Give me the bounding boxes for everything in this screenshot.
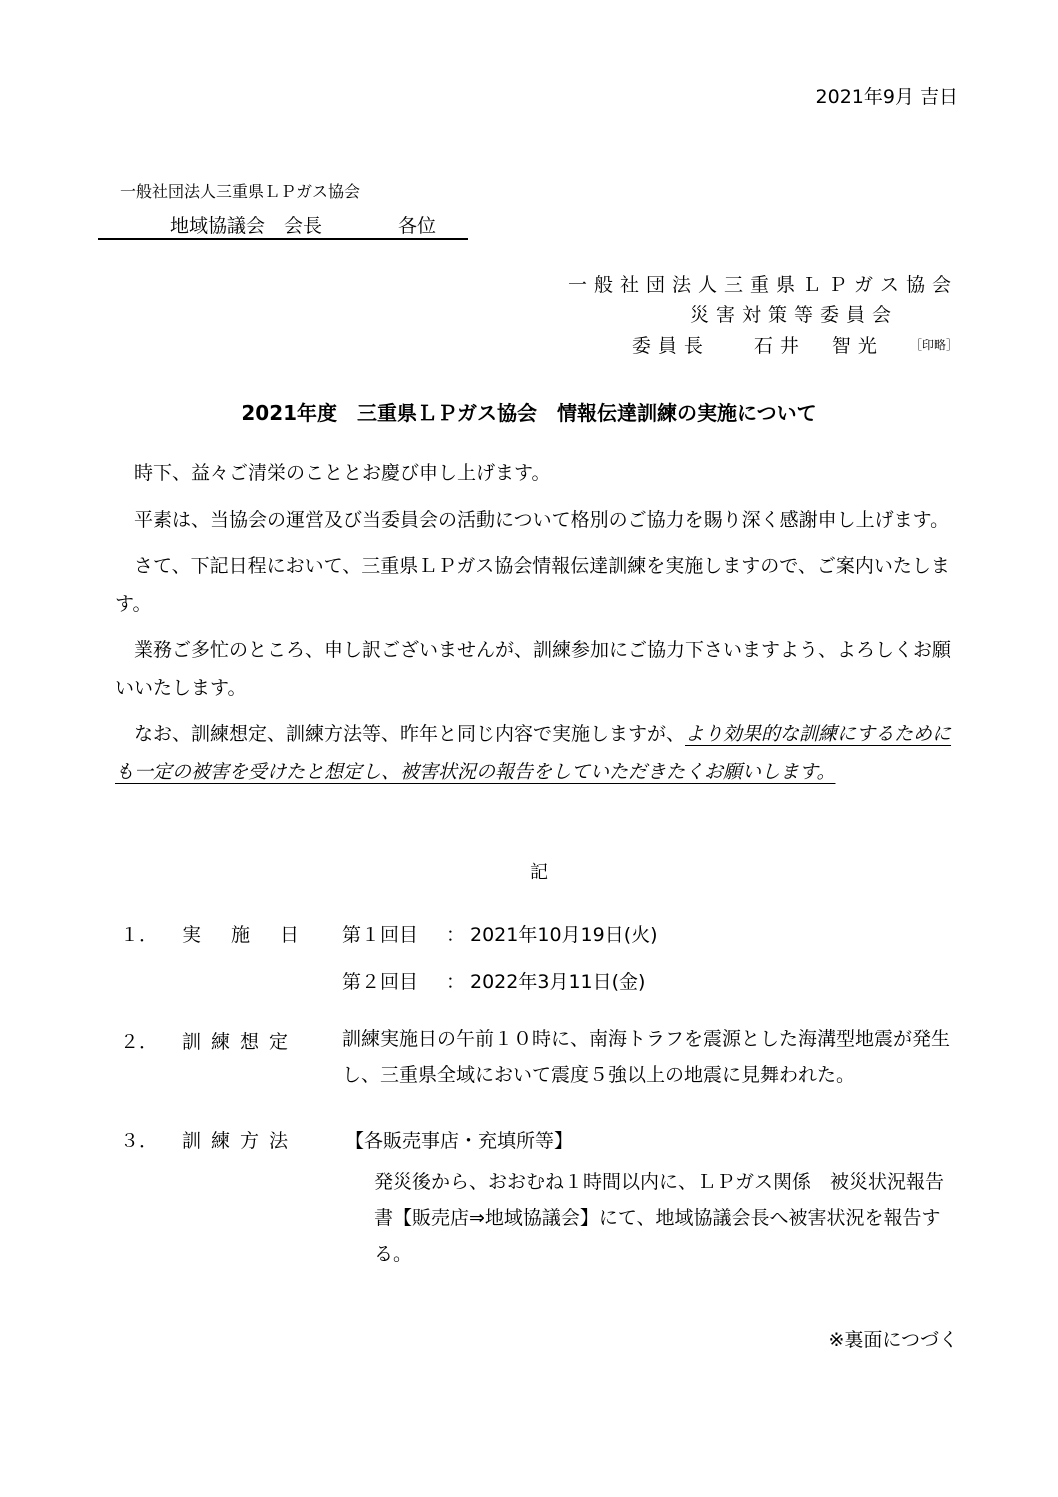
round-2-separator: ： [446, 971, 466, 993]
round-2-label: 第２回目 [342, 971, 419, 993]
sender-chair-role: 委員長 [631, 335, 710, 357]
round-1-separator: ： [446, 924, 466, 946]
round-1-date: 2021年10月19日(火) [470, 924, 658, 946]
letter-date: 2021年9月 吉日 [815, 86, 958, 108]
document-title: 2021年度 三重県ＬＰガス協会 情報伝達訓練の実施について [241, 401, 817, 425]
round-1-label: 第１回目 [342, 924, 419, 946]
body-paragraph: 業務ご多忙のところ、申し訳ございませんが、訓練参加にご協力下さいますよう、よろしくお願いいたします。 [115, 639, 952, 699]
item-1-number: １． [120, 924, 159, 946]
item-3-label: 訓練方法 [182, 1130, 299, 1152]
sender-block [568, 270, 958, 361]
item-2-number: ２． [120, 1031, 159, 1053]
body-paragraph: 時下、益々ご清栄のこととお慶び申し上げます。 [134, 462, 551, 484]
item-1-label: 実施日 [182, 924, 330, 946]
item-2-text: 訓練実施日の午前１０時に、南海トラフを震源とした海溝型地震が発生し、三重県全域において震度５強以上の地震に見舞われた。 [342, 1028, 951, 1086]
continued-note: ※裏面につづく [828, 1329, 958, 1351]
round-2-date: 2022年3月11日(金) [470, 971, 646, 993]
letter-body [115, 455, 957, 800]
item-3-heading: 【各販売事店・充填所等】 [345, 1130, 574, 1152]
seal-omitted-note: ［印略］ [909, 338, 958, 352]
sender-chair-row [568, 330, 958, 361]
sender-committee: 災害対策等委員会 [689, 304, 898, 326]
ki-heading: 記 [530, 862, 548, 883]
recipient-line [98, 208, 468, 240]
sender-chair-name: 石井 智光 [753, 335, 884, 357]
body-paragraph: さて、下記日程において、三重県ＬＰガス協会情報伝達訓練を実施しますので、ご案内いたします。 [115, 555, 950, 615]
recipient-title: 地域協議会 会長 [170, 215, 323, 237]
item-3-text: 発災後から、おおむね１時間以内に、ＬＰガス関係 被災状況報告書【販売店⇒地域協議会】にて、地域協議会長へ被害状況を報告する。 [374, 1171, 945, 1265]
item-3-number: ３． [120, 1130, 159, 1152]
item-2-label: 訓練想定 [182, 1031, 299, 1053]
body-text-plain: なお、訓練想定、訓練方法等、昨年と同じ内容で実施しますが、 [134, 723, 686, 745]
body-paragraph-last [115, 716, 957, 791]
recipient-suffix: 各位 [398, 215, 437, 237]
sender-org: 一般社団法人三重県ＬＰガス協会 [567, 274, 958, 296]
sender-committee-row [568, 300, 898, 330]
body-paragraph: 平素は、当協会の運営及び当委員会の活動について格別のご協力を賜り深く感謝申し上げます。 [134, 508, 950, 531]
body-text-emphasis: より効果的な訓練にするためにも一定の被害を受けたと想定し、被害状況の報告をしていただきたくお願いします。 [115, 723, 952, 783]
recipient-org: 一般社団法人三重県ＬＰガス協会 [120, 182, 361, 201]
